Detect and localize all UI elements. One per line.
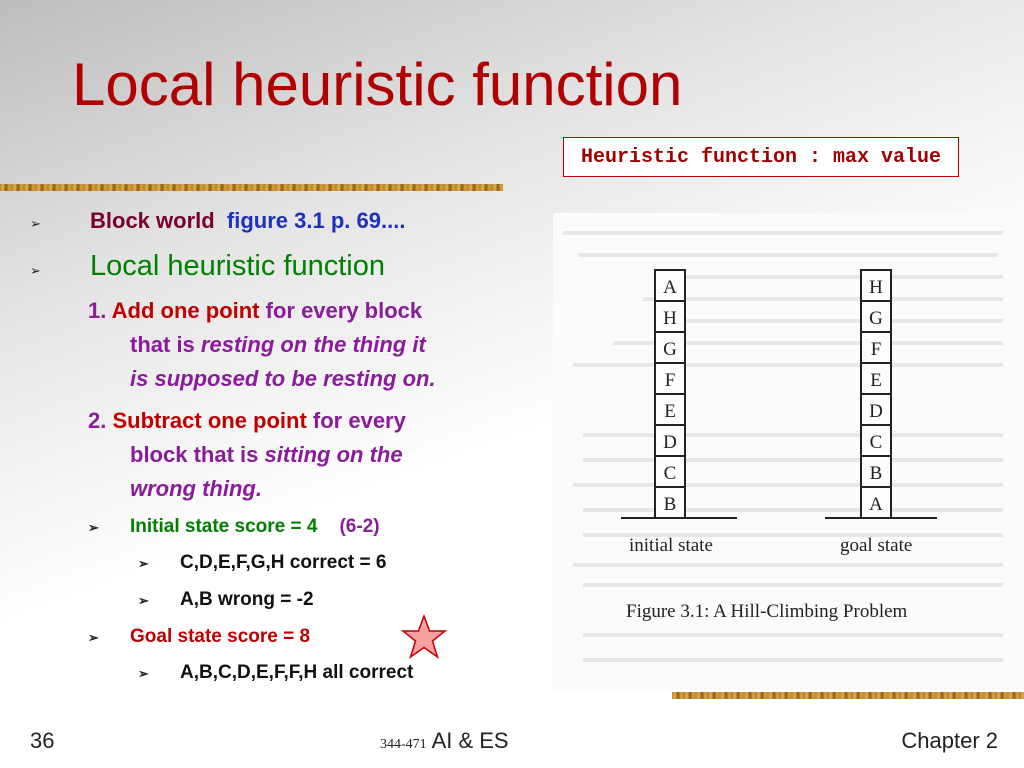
bullet-arrow-icon: ➢ (30, 216, 41, 231)
chapter-label: Chapter 2 (901, 728, 998, 753)
local-heuristic-heading: Local heuristic function (90, 250, 385, 282)
block-world-label: Block world (90, 208, 215, 233)
rule-2-line-3: wrong thing. (130, 476, 262, 501)
correct-blocks-item: ➢ C,D,E,F,G,H correct = 6 (138, 552, 387, 573)
goal-block-label: A (869, 493, 883, 515)
goal-block-label: G (869, 307, 883, 329)
figure-caption: Figure 3.1: A Hill-Climbing Problem (626, 601, 908, 622)
all-correct-item: ➢ A,B,C,D,E,F,F,H all correct (138, 662, 414, 683)
bullet-arrow-icon: ➢ (138, 556, 149, 571)
rule-2-line-1: 2. Subtract one point for every (88, 408, 406, 433)
initial-block-label: H (663, 307, 677, 329)
bullet-arrow-icon: ➢ (138, 666, 149, 681)
bullet-local-heuristic (30, 250, 385, 283)
initial-block-label: F (664, 369, 676, 391)
bullet-block-world (30, 208, 405, 234)
goal-block-label: E (870, 369, 882, 391)
bullet-arrow-icon: ➢ (138, 593, 149, 608)
goal-block-label: H (869, 276, 883, 298)
goal-score-text: Goal state score = 8 (130, 626, 311, 647)
wrong-blocks-item: ➢ A,B wrong = -2 (138, 589, 314, 610)
subtract-one-point-text: Subtract one point (112, 408, 307, 433)
course-footer (380, 728, 509, 754)
goal-state-label: goal state (840, 535, 913, 556)
background-scan-text (563, 231, 1003, 662)
initial-score-text: Initial state score = 4 (130, 516, 318, 537)
goal-score-item (88, 626, 310, 648)
goal-block-label: B (869, 462, 883, 484)
top-divider (0, 184, 503, 191)
rule-1-line-2: that is resting on the thing it (130, 332, 426, 357)
initial-score-item (88, 516, 380, 538)
block-world-diagram (553, 213, 1024, 690)
course-code: 344-471 (380, 737, 427, 752)
initial-state-stack (655, 270, 685, 518)
goal-block-label: F (870, 338, 882, 360)
initial-block-label: D (663, 431, 677, 453)
initial-block-label: A (663, 276, 677, 298)
goal-block-label: D (869, 400, 883, 422)
goal-state-stack (861, 270, 891, 518)
initial-block-label: C (663, 462, 677, 484)
initial-score-calc: (6-2) (339, 516, 380, 537)
add-one-point-text: Add one point (111, 298, 260, 323)
page-number: 36 (30, 728, 55, 753)
goal-block-label: C (869, 431, 883, 453)
figure-reference: figure 3.1 p. 69.... (226, 208, 406, 233)
rule-1-line-1: 1. Add one point for every block (88, 298, 423, 323)
slide-title: Local heuristic function (72, 51, 683, 118)
rule-1-line-3: is supposed to be resting on. (130, 366, 436, 391)
rule-2-line-2: block that is sitting on the (130, 442, 403, 467)
heuristic-note-box: Heuristic function : max value (563, 137, 959, 177)
hill-climbing-figure (553, 213, 1024, 690)
initial-state-label: initial state (629, 535, 713, 556)
initial-block-label: G (663, 338, 677, 360)
initial-block-label: B (663, 493, 677, 515)
course-name: AI & ES (426, 728, 509, 753)
initial-block-label: E (664, 400, 676, 422)
bullet-arrow-icon: ➢ (88, 520, 99, 535)
star-icon (400, 614, 448, 660)
bullet-arrow-icon: ➢ (30, 263, 41, 278)
bottom-divider (672, 692, 1024, 699)
bullet-arrow-icon: ➢ (88, 630, 99, 645)
